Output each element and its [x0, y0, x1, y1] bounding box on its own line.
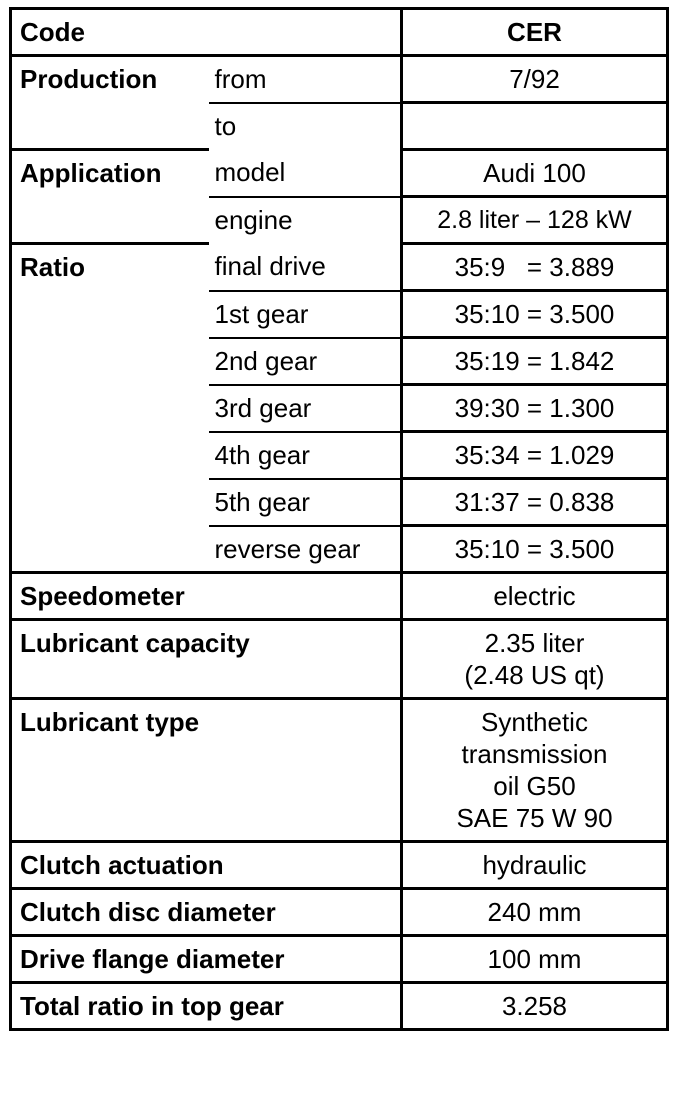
- total-ratio-top-gear-value: 3.258: [402, 983, 668, 1030]
- row-clutch-disc-diameter: [11, 889, 668, 936]
- lubricant-type-value: [402, 699, 668, 842]
- drive-flange-diameter-label: Drive flange diameter: [11, 936, 402, 983]
- application-model-label: model: [209, 150, 402, 197]
- production-label: Production: [11, 56, 209, 150]
- row-clutch-actuation: [11, 842, 668, 889]
- ratio-4th-gear-value: 35:34 = 1.029: [402, 432, 668, 479]
- ratio-2nd-gear-label: 2nd gear: [209, 338, 402, 385]
- lubricant-capacity-label: Lubricant capacity: [11, 620, 402, 699]
- ratio-final-drive-label: final drive: [209, 244, 402, 291]
- production-from-value: 7/92: [402, 56, 668, 103]
- production-from-label: from: [209, 56, 402, 103]
- ratio-3rd-gear-value: 39:30 = 1.300: [402, 385, 668, 432]
- row-drive-flange-diameter: [11, 936, 668, 983]
- application-engine-value: 2.8 liter – 128 kW: [402, 197, 668, 244]
- application-label: Application: [11, 150, 209, 244]
- clutch-actuation-value: hydraulic: [402, 842, 668, 889]
- ratio-5th-gear-value: 31:37 = 0.838: [402, 479, 668, 526]
- lubricant-type-label: Lubricant type: [11, 699, 402, 842]
- ratio-1st-gear-label: 1st gear: [209, 291, 402, 338]
- lubricant-type-line: SAE 75 W 90: [456, 803, 613, 833]
- ratio-reverse-gear-label: reverse gear: [209, 526, 402, 573]
- row-lubricant-capacity: [11, 620, 668, 699]
- row-ratio-final-drive: [11, 244, 668, 291]
- lubricant-capacity-value: [402, 620, 668, 699]
- ratio-reverse-gear-value: 35:10 = 3.500: [402, 526, 668, 573]
- transmission-spec-table: [9, 7, 669, 1031]
- drive-flange-diameter-value: 100 mm: [402, 936, 668, 983]
- row-production-from: [11, 56, 668, 103]
- application-engine-label: engine: [209, 197, 402, 244]
- ratio-2nd-gear-value: 35:19 = 1.842: [402, 338, 668, 385]
- row-code: [11, 9, 668, 56]
- total-ratio-top-gear-label: Total ratio in top gear: [11, 983, 402, 1030]
- code-label: Code: [11, 9, 402, 56]
- application-model-value: Audi 100: [402, 150, 668, 197]
- lubricant-capacity-line: 2.35 liter: [484, 628, 585, 658]
- production-to-label: to: [209, 103, 402, 150]
- row-total-ratio-top-gear: [11, 983, 668, 1030]
- clutch-disc-diameter-label: Clutch disc diameter: [11, 889, 402, 936]
- ratio-4th-gear-label: 4th gear: [209, 432, 402, 479]
- ratio-final-drive-value: 35:9 = 3.889: [402, 244, 668, 291]
- row-speedometer: [11, 573, 668, 620]
- production-to-value: [402, 103, 668, 150]
- ratio-5th-gear-label: 5th gear: [209, 479, 402, 526]
- row-application-model: [11, 150, 668, 197]
- lubricant-type-line: oil G50: [493, 771, 576, 801]
- ratio-3rd-gear-label: 3rd gear: [209, 385, 402, 432]
- speedometer-label: Speedometer: [11, 573, 402, 620]
- clutch-disc-diameter-value: 240 mm: [402, 889, 668, 936]
- lubricant-capacity-line: (2.48 US qt): [464, 660, 605, 690]
- lubricant-type-line: transmission: [461, 739, 608, 769]
- code-value: CER: [402, 9, 668, 56]
- row-lubricant-type: [11, 699, 668, 842]
- speedometer-value: electric: [402, 573, 668, 620]
- ratio-1st-gear-value: 35:10 = 3.500: [402, 291, 668, 338]
- lubricant-type-line: Synthetic: [481, 707, 588, 737]
- clutch-actuation-label: Clutch actuation: [11, 842, 402, 889]
- ratio-label: Ratio: [11, 244, 209, 573]
